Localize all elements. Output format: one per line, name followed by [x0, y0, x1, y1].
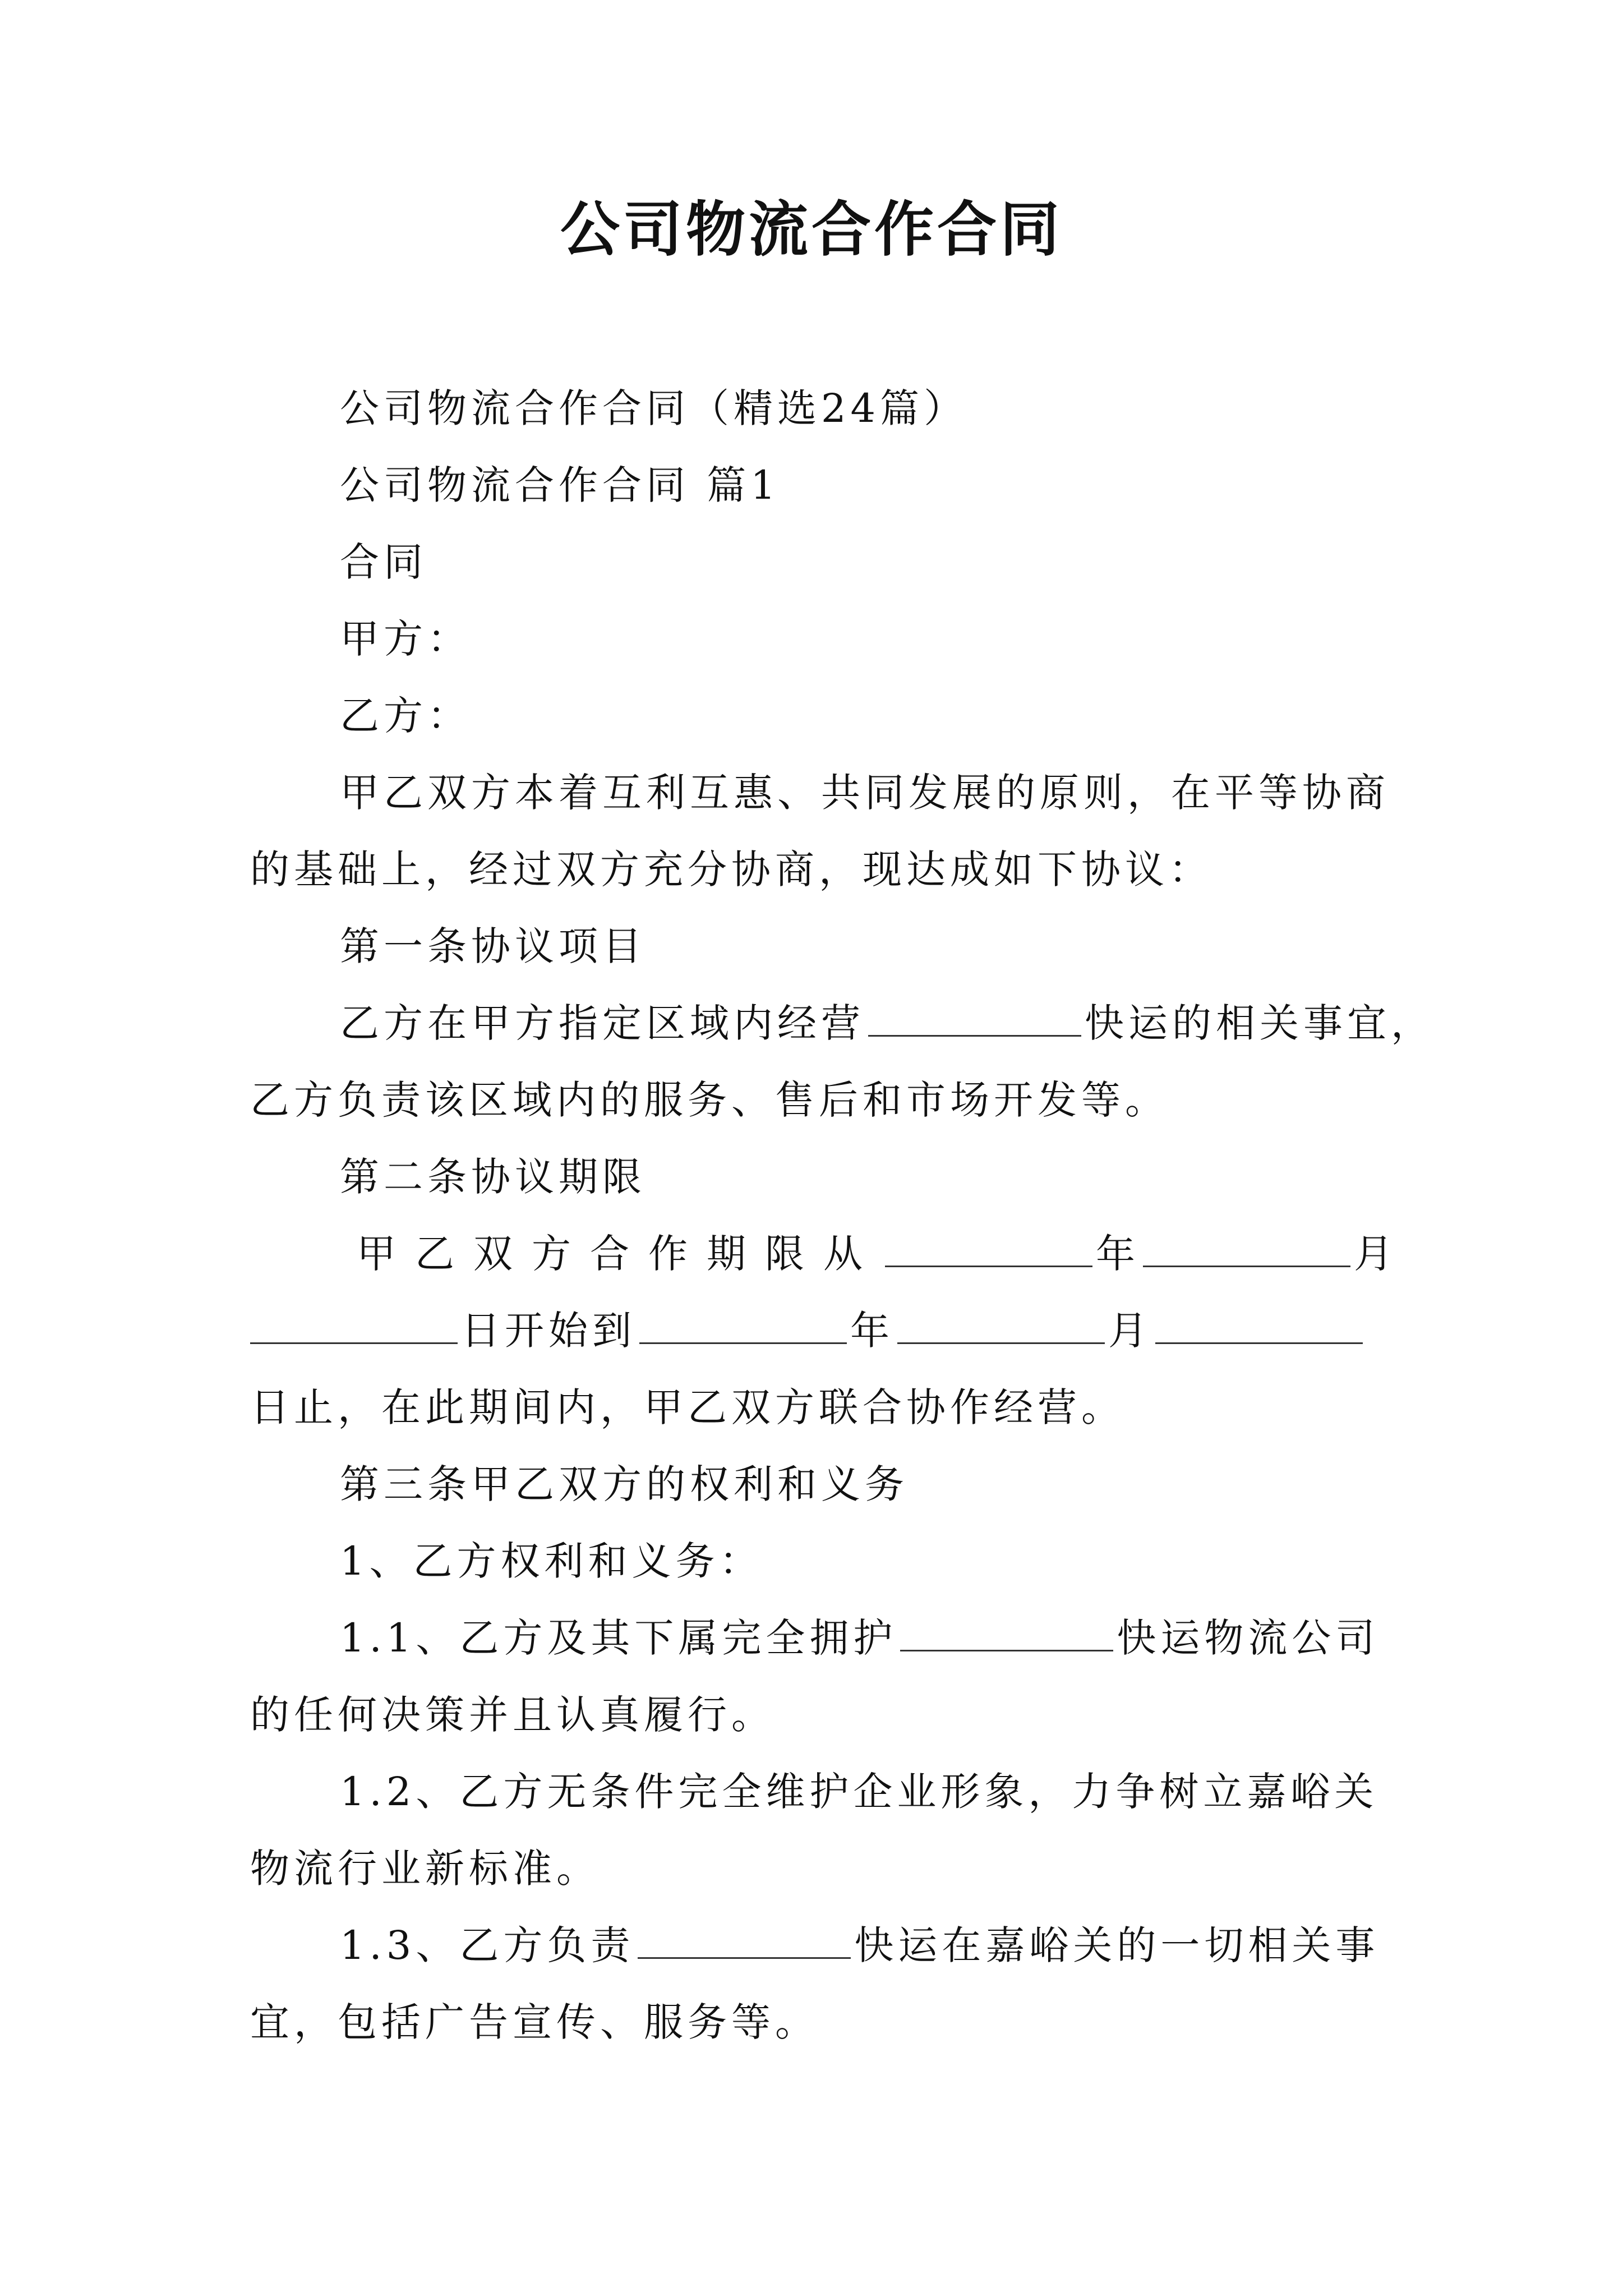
article-1-line-1	[250, 985, 1435, 1062]
item-1-2-line-2: 物流行业新标准。	[250, 1846, 600, 1892]
item-1-3-line-1	[250, 1907, 1380, 1984]
intro-line-1: 甲乙双方本着互利互惠、共同发展的原则，在平等协商	[340, 770, 1390, 816]
document-title: 公司物流合作合同	[560, 195, 1063, 264]
blank-field	[250, 1310, 458, 1344]
item-1: 1、乙方权利和义务：	[340, 1538, 763, 1584]
section-heading: 公司物流合作合同 篇1	[340, 462, 780, 508]
article-2-month: 月	[1354, 1231, 1398, 1277]
item-1-3-line-2: 宜，包括广告宣传、服务等。	[250, 1999, 819, 2045]
article-2-line-2	[250, 1292, 1377, 1369]
item-1-1-text-b: 快运物流公司	[1117, 1615, 1380, 1661]
party-a: 甲方：	[340, 616, 471, 662]
item-1-1-text-a: 1.1、乙方及其下属完全拥护	[340, 1615, 897, 1661]
blank-field	[639, 1310, 847, 1344]
article-2-line-3: 日止，在此期间内，甲乙双方联合协作经营。	[250, 1384, 1125, 1430]
blank-field	[1143, 1233, 1350, 1267]
article-1-title: 第一条协议项目	[340, 923, 646, 969]
subtitle: 公司物流合作合同（精选24篇）	[340, 385, 968, 431]
intro-line-2: 的基础上，经过双方充分协商，现达成如下协议：	[250, 846, 1212, 892]
item-1-2-line-1: 1.2、乙方无条件完全维护企业形象，力争树立嘉峪关	[340, 1769, 1378, 1815]
item-1-3-text-a: 1.3、乙方负责	[340, 1922, 635, 1968]
article-2-text-a: 甲乙双方合作期限从	[357, 1231, 882, 1277]
article-2-year: 年	[1096, 1231, 1140, 1277]
article-3-title: 第三条甲乙双方的权利和义务	[340, 1461, 909, 1507]
blank-field	[868, 1002, 1081, 1037]
blank-field	[897, 1310, 1105, 1344]
article-1-text-b: 快运的相关事宜，	[1085, 1000, 1435, 1046]
article-2-title: 第二条协议期限	[340, 1154, 646, 1200]
item-1-1-line-1	[250, 1600, 1380, 1677]
blank-field	[638, 1925, 851, 1959]
item-1-3-text-b: 快运在嘉峪关的一切相关事	[854, 1922, 1380, 1968]
party-b: 乙方：	[340, 693, 471, 739]
blank-field	[885, 1233, 1092, 1267]
blank-field	[900, 1617, 1113, 1651]
article-2-line-1	[250, 1216, 1398, 1292]
article-1-line-2: 乙方负责该区域内的服务、售后和市场开发等。	[250, 1077, 1169, 1123]
article-2-text-b: 日开始到	[461, 1308, 636, 1354]
doc-label: 合同	[340, 539, 427, 585]
article-2-year-2: 年	[850, 1308, 894, 1354]
blank-field	[1155, 1310, 1363, 1344]
article-1-text-a: 乙方在甲方指定区域内经营	[340, 1000, 865, 1046]
article-2-month-2: 月	[1108, 1308, 1152, 1354]
item-1-1-line-2: 的任何决策并且认真履行。	[250, 1692, 775, 1738]
